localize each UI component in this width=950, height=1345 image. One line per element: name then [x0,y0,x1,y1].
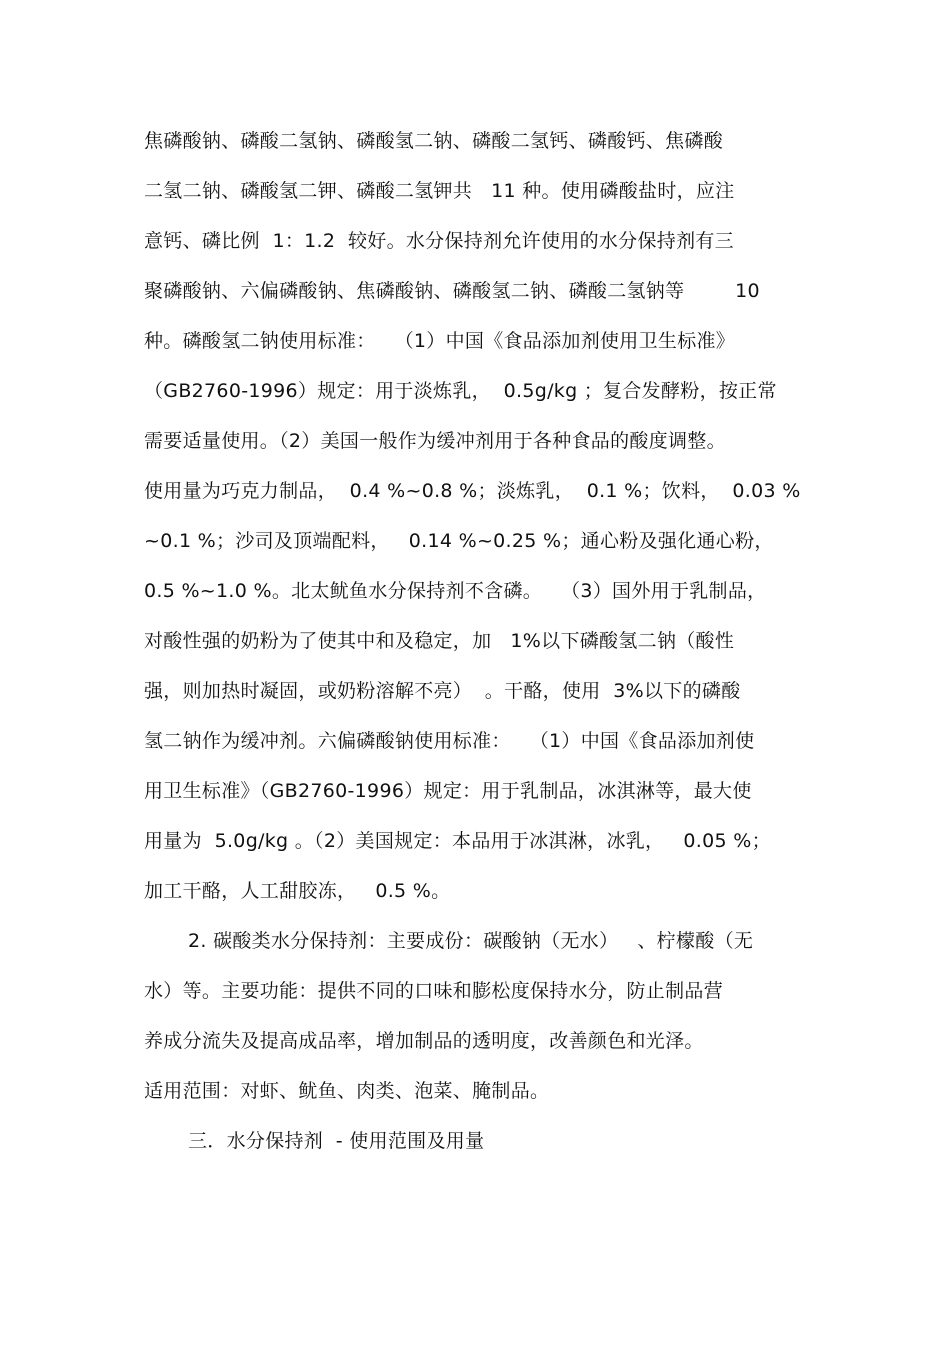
paragraph-line: 聚磷酸钠、六偏磷酸钠、焦磷酸钠、磷酸氢二钠、磷酸二氢钠等 10 [144,280,760,302]
paragraph-line: 适用范围：对虾、鱿鱼、肉类、泡菜、腌制品。 [144,1080,550,1102]
paragraph-line: 养成分流失及提高成品率，增加制品的透明度，改善颜色和光泽。 [144,1030,704,1052]
paragraph-line: 二氢二钠、磷酸氢二钾、磷酸二氢钾共 11 种。使用磷酸盐时，应注 [144,180,735,202]
paragraph-line: 氢二钠作为缓冲剂。六偏磷酸钠使用标准： （1）中国《食品添加剂使 [144,730,755,752]
section-heading: 三．水分保持剂 - 使用范围及用量 [188,1130,485,1152]
paragraph-line: （GB2760-1996）规定：用于淡炼乳， 0.5g/kg ；复合发酵粉，按正常 [144,380,777,402]
paragraph-line: 意钙、磷比例 1：1.2 较好。水分保持剂允许使用的水分保持剂有三 [144,230,734,252]
paragraph-line: 用卫生标准》（GB2760-1996）规定：用于乳制品，冰淇淋等，最大使 [144,780,752,802]
paragraph-line: 加工干酪，人工甜胶冻， 0.5 %。 [144,880,451,902]
section-paragraph-start: 2. 碳酸类水分保持剂：主要成份：碳酸钠（无水） 、柠檬酸（无 [188,930,754,952]
paragraph-line: 水）等。主要功能：提供不同的口味和膨松度保持水分，防止制品营 [144,980,724,1002]
paragraph-line: 强，则加热时凝固，或奶粉溶解不亮） 。干酪，使用 3%以下的磷酸 [144,680,741,702]
paragraph-line: 需要适量使用。（2）美国一般作为缓冲剂用于各种食品的酸度调整。 [144,430,726,452]
paragraph-line: 焦磷酸钠、磷酸二氢钠、磷酸氢二钠、磷酸二氢钙、磷酸钙、焦磷酸 [144,130,724,152]
paragraph-line: 用量为 5.0g/kg 。（2）美国规定：本品用于冰淇淋，冰乳， 0.05 %； [144,830,771,852]
paragraph-line: 使用量为巧克力制品， 0.4 %~0.8 %；淡炼乳， 0.1 %；饮料， 0.03 % [144,480,801,502]
paragraph-line: 对酸性强的奶粉为了使其中和及稳定，加 1%以下磷酸氢二钠（酸性 [144,630,735,652]
paragraph-line: ~0.1 %；沙司及顶端配料， 0.14 %~0.25 %；通心粉及强化通心粉， [144,530,774,552]
paragraph-line: 0.5 %~1.0 %。北太鱿鱼水分保持剂不含磷。 （3）国外用于乳制品， [144,580,767,602]
paragraph-line: 种。磷酸氢二钠使用标准： （1）中国《食品添加剂使用卫生标准》 [144,330,736,352]
